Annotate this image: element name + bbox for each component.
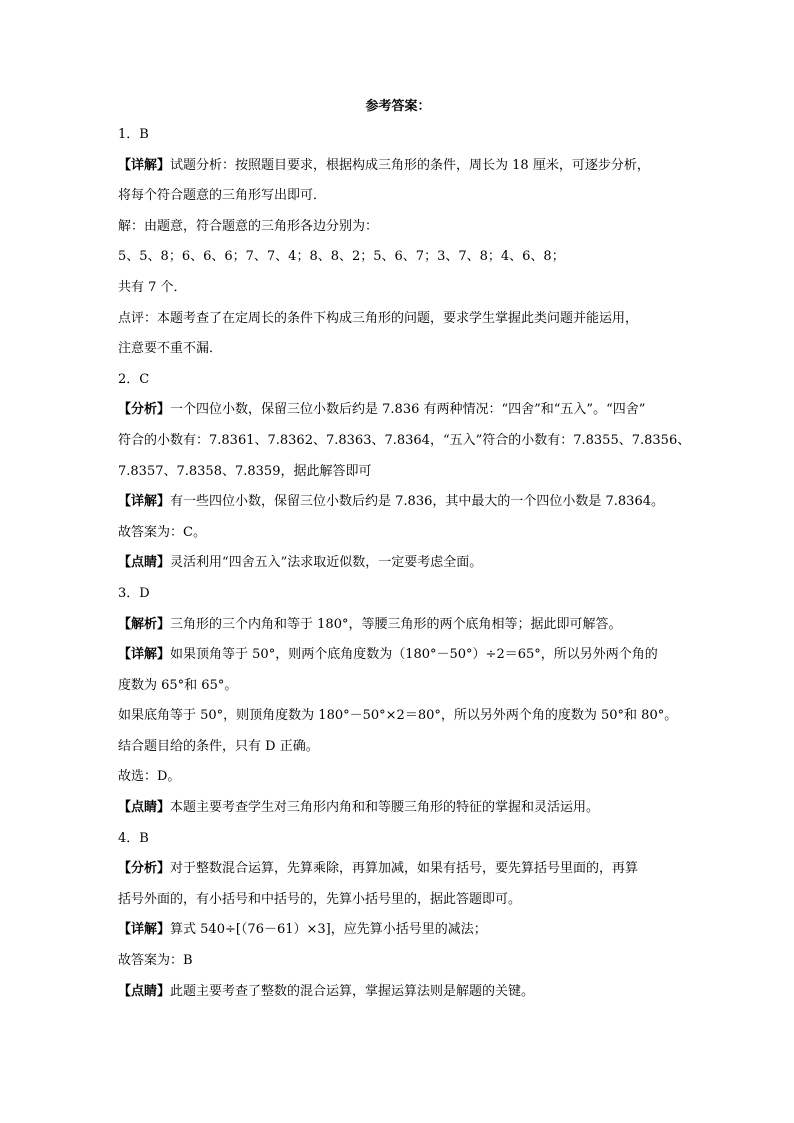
- section-tag: 【分析】: [118, 861, 171, 877]
- line-text: 7.8357、7.8358、7.8359，据此解答即可: [118, 463, 372, 479]
- line-text: 故选：D。: [118, 769, 181, 785]
- answer-line: [118, 426, 691, 457]
- line-text: 本题主要考查学生对三角形内角和和等腰三角形的特征的掌握和灵活运用。: [170, 800, 600, 816]
- section-tag: 【点睛】: [118, 555, 171, 571]
- line-text: 此题主要考查了整数的混合运算，掌握运算法则是解题的关键。: [170, 983, 535, 999]
- answer-line: [118, 548, 678, 579]
- line-text: 算式 540÷[（76－61）×3]，应先算小括号里的减法；: [170, 922, 487, 938]
- answer-line: [118, 732, 678, 763]
- line-text: 括号外面的，有小括号和中括号的，先算小括号里的，据此答题即可。: [118, 891, 522, 907]
- section-tag: 【点睛】: [118, 983, 171, 999]
- answer-line: [118, 854, 678, 885]
- answer-line: [118, 395, 678, 426]
- line-text: 结合题目给的条件，只有 D 正确。: [118, 738, 319, 754]
- answer-line: [118, 701, 678, 732]
- line-text: 将每个符合题意的三角形写出即可．: [118, 188, 327, 204]
- answer-line: [118, 640, 678, 671]
- line-text: 1．B: [118, 127, 149, 142]
- section-tag: 【详解】: [118, 922, 171, 938]
- answer-line: [118, 946, 678, 977]
- line-text: 一个四位小数，保留三位小数后约是 7.836 有两种情况：“四舍”和“五入”。“四舍”: [170, 402, 646, 418]
- section-tag: 【点睛】: [118, 800, 171, 816]
- line-text: 灵活利用“四舍五入”法求取近似数，一定要考虑全面。: [170, 555, 483, 571]
- answer-line: [118, 824, 678, 855]
- line-text: 度数为 65°和 65°。: [118, 677, 238, 693]
- line-text: 试题分析：按照题目要求，根据构成三角形的条件，周长为 18 厘米，可逐步分析，: [170, 157, 650, 173]
- line-text: 2．C: [118, 371, 150, 387]
- answer-line: [118, 885, 678, 916]
- answer-line: [118, 610, 678, 641]
- line-text: 共有 7 个．: [118, 279, 187, 295]
- answer-line: [118, 579, 678, 610]
- answer-line: [118, 915, 678, 946]
- section-tag: 【解析】: [118, 616, 171, 632]
- line-text: 点评：本题考查了在定周长的条件下构成三角形的问题，要求学生掌握此类问题并能运用，: [118, 310, 639, 326]
- line-text: 3．D: [118, 585, 150, 601]
- line-text: 如果底角等于 50°，则顶角度数为 180°－50°×2＝80°，所以另外两个角的度数为 50°和 80°。: [118, 708, 678, 724]
- section-tag: 【详解】: [118, 494, 171, 510]
- answer-line: [118, 457, 678, 488]
- line-text: 有一些四位小数，保留三位小数后约是 7.836，其中最大的一个四位小数是 7.8364。: [170, 494, 664, 510]
- answer-page: [118, 96, 691, 1007]
- answer-body: [118, 120, 691, 1007]
- line-text: 解：由题意，符合题意的三角形各边分别为：: [118, 218, 379, 234]
- answer-line: [118, 518, 678, 549]
- answer-line: [118, 273, 678, 304]
- line-text: 三角形的三个内角和等于 180°，等腰三角形的两个底角相等；据此即可解答。: [170, 616, 622, 632]
- answer-line: [118, 212, 678, 243]
- line-text: 对于整数混合运算，先算乘除，再算加减，如果有括号，要先算括号里面的，再算: [170, 861, 639, 877]
- line-text: 5、5、8；6、6、6；7、7、4；8、8、2；5、6、7；3、7、8；4、6、8；: [118, 249, 565, 265]
- line-text: 故答案为：B: [118, 953, 193, 969]
- answer-line: [118, 365, 678, 396]
- answer-line: [118, 671, 678, 702]
- line-text: 符合的小数有：7.8361、7.8362、7.8363、7.8364，“五入”符合的小数有：7.8355、7.8356、: [118, 432, 691, 448]
- answer-line: [118, 977, 678, 1008]
- section-tag: 【详解】: [118, 157, 171, 173]
- line-text: 故答案为：C。: [118, 524, 206, 540]
- answer-line: [118, 181, 678, 212]
- page-title: 参考答案：: [365, 99, 431, 114]
- answer-line: [118, 151, 678, 182]
- answer-line: [118, 120, 678, 151]
- line-text: 4．B: [118, 830, 149, 846]
- answer-line: [118, 242, 678, 273]
- section-tag: 【分析】: [118, 402, 171, 418]
- line-text: 注意要不重不漏．: [118, 341, 223, 357]
- answer-line: [118, 762, 678, 793]
- answer-line: [118, 304, 678, 335]
- answer-line: [118, 334, 678, 365]
- answer-line: [118, 793, 678, 824]
- section-tag: 【详解】: [118, 647, 171, 663]
- line-text: 如果顶角等于 50°，则两个底角度数为（180°－50°）÷2＝65°，所以另外两个角的: [170, 647, 658, 663]
- answer-line: [118, 487, 678, 518]
